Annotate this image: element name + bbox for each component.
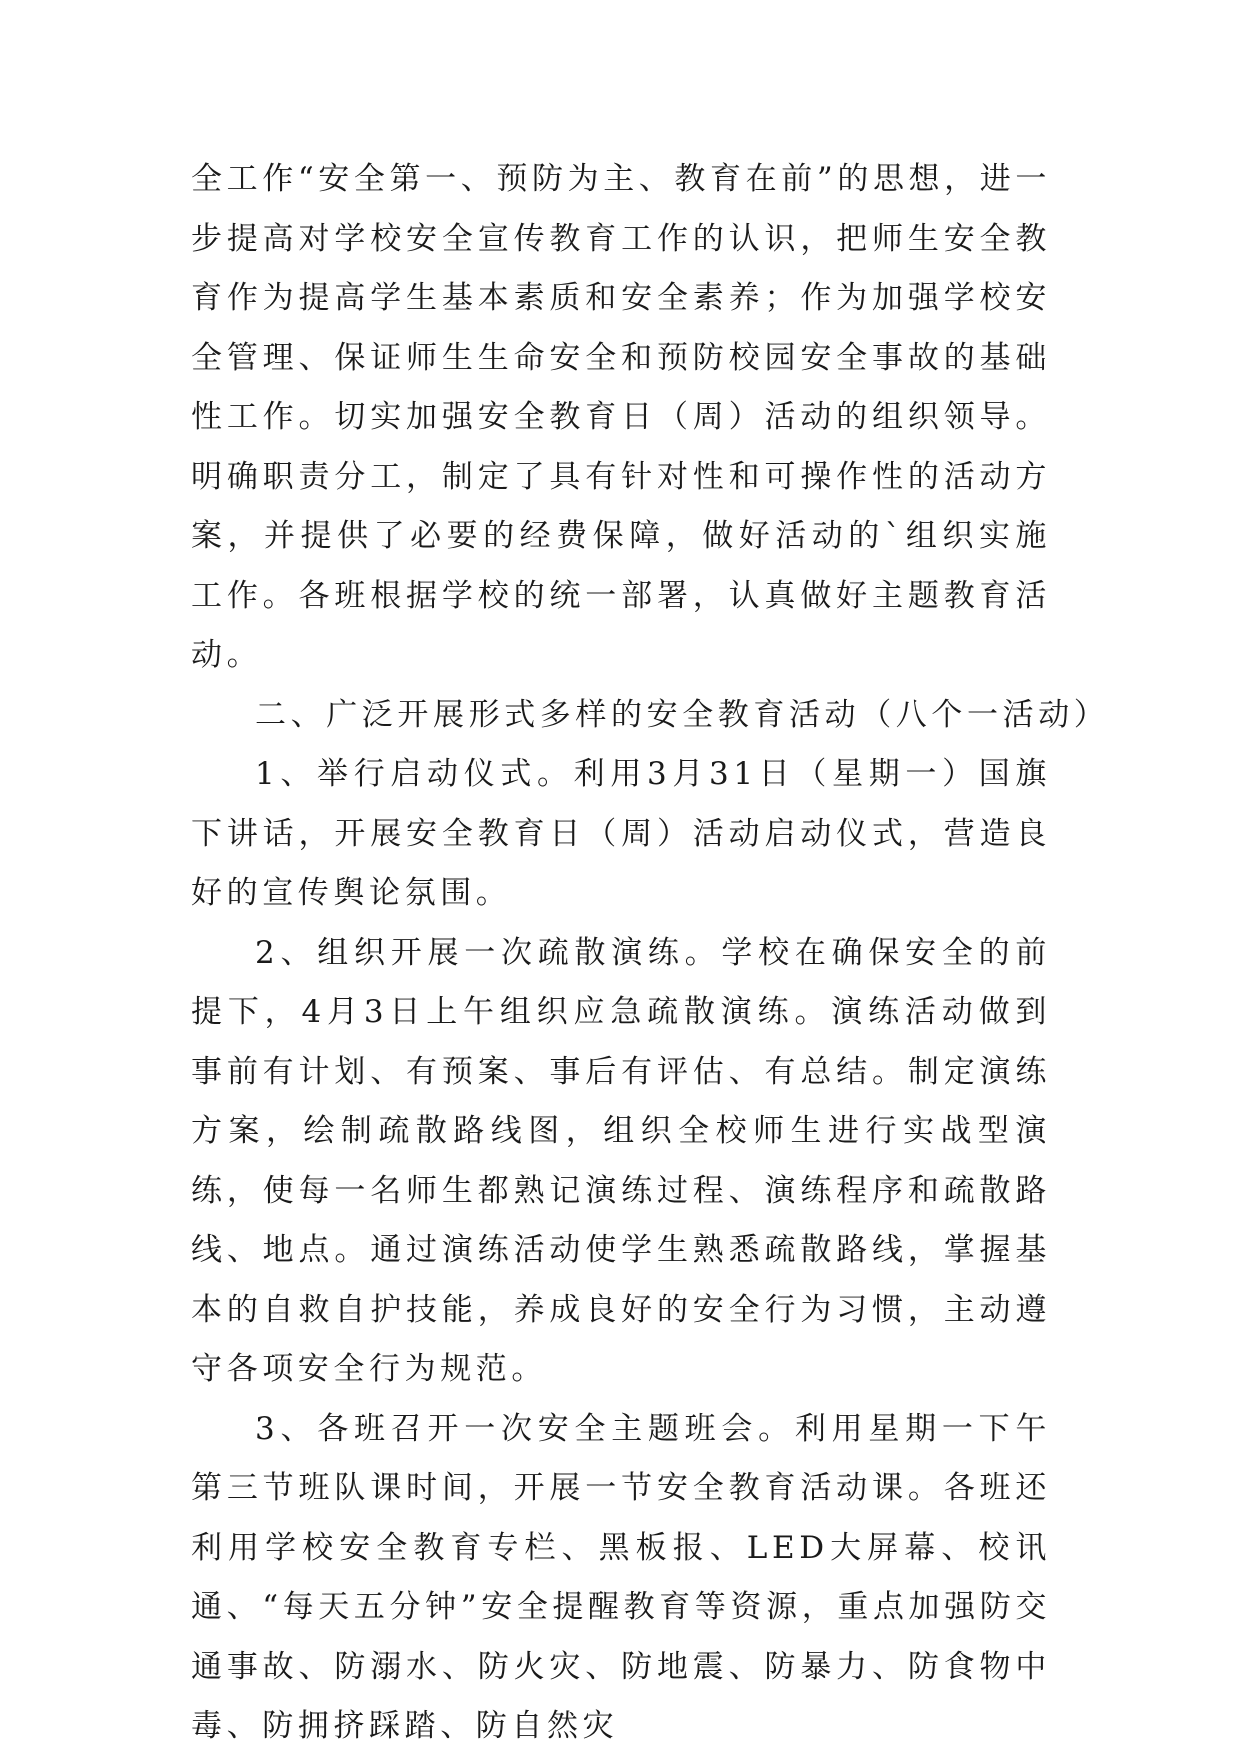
paragraph-item-2: 2、组织开展一次疏散演练。学校在确保安全的前提下，4月3日上午组织应急疏散演练。演练活动做到事前有计划、有预案、事后有评估、有总结。制定演练方案，绘制疏散路线图，组织全校师生进行实战型演练，使每一名师生都熟记演练过程、演练程序和疏散路线、地点。通过演练活动使学生熟悉疏散路线，掌握基本的自救自护技能，养成良好的安全行为习惯，主动遵守各项安全行为规范。 bbox=[191, 934, 1051, 1387]
paragraph-item-1: 1、举行启动仪式。利用3月31日（星期一）国旗下讲话，开展安全教育日（周）活动启动仪式，营造良好的宣传舆论氛围。 bbox=[191, 756, 1051, 911]
paragraph-continuation: 全工作“安全第一、预防为主、教育在前”的思想，进一步提高对学校安全宣传教育工作的认识，把师生安全教育作为提高学生基本素质和安全素养；作为加强学校安全管理、保证师生生命安全和预防校园安全事故的基础性工作。切实加强安全教育日（周）活动的组织领导。明确职责分工，制定了具有针对性和可操作性的活动方案，并提供了必要的经费保障，做好活动的`组织实施工作。各班根据学校的统一部署，认真做好主题教育活动。 bbox=[191, 161, 1051, 673]
section-heading: 二、广泛开展形式多样的安全教育活动（八个一活动） bbox=[255, 696, 1110, 733]
document-body bbox=[191, 150, 1110, 1757]
paragraph-item-3: 3、各班召开一次安全主题班会。利用星期一下午第三节班队课时间，开展一节安全教育活动课。各班还利用学校安全教育专栏、黑板报、LED大屏幕、校讯通、“每天五分钟”安全提醒教育等资源，重点加强防交通事故、防溺水、防火灾、防地震、防暴力、防食物中毒、防拥挤踩踏、防自然灾 bbox=[191, 1410, 1051, 1744]
